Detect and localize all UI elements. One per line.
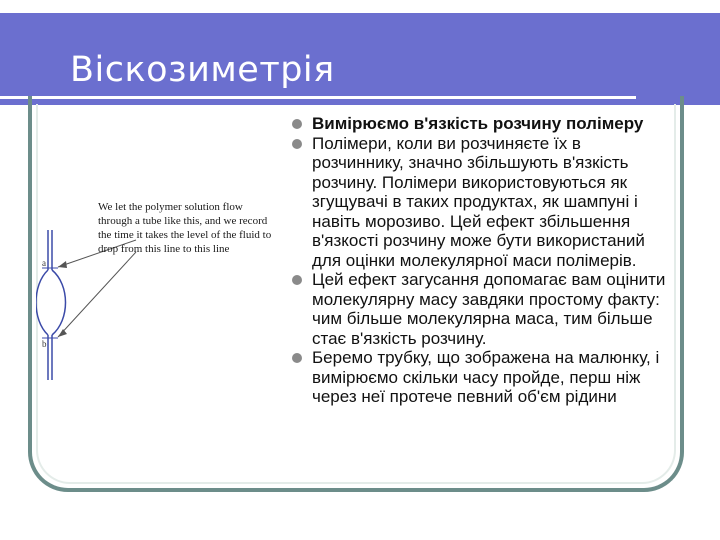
bullet-item [286, 134, 666, 271]
bullet-dot-icon [292, 119, 302, 129]
bullet-text: Цей ефект загусання допомагає вам оцінити молекулярну масу завдяки простому факту: чим більше молекулярна маса, тим більше стає в'язкість розчину. [312, 270, 666, 348]
bullet-item [286, 114, 666, 134]
bulb-left [36, 270, 48, 335]
bullet-text: Полімери, коли ви розчиняєте їх в розчиннику, значно збільшують в'язкість розчину. Полімери використовуються як згущувачі в таких продуктах, як шампуні і навіть морозиво. Цей ефект збільшення в'язкості розчину може бути використаний для оцінки молекулярної маси полімерів. [312, 133, 645, 270]
bulb-right [52, 270, 66, 335]
slide-title: Віскозиметрія [70, 50, 335, 90]
bullet-dot-icon [292, 139, 302, 149]
label-a: a [42, 258, 46, 268]
figure-caption: We let the polymer solution flow through a tube like this, and we record the time it takes the level of the fluid to drop from this line to this line [98, 201, 272, 255]
bullet-text: Вимірюємо в'язкість розчину полімеру [312, 114, 644, 133]
bullet-text: Беремо трубку, що зображена на малюнку, і вимірюємо скільки часу пройде, перш ніж через неї протече певний об'єм рідини [312, 348, 660, 406]
arrow-b [58, 252, 136, 337]
label-b: b [42, 339, 47, 349]
bullet-item [286, 270, 666, 348]
arrow-a-head [58, 261, 67, 268]
bullet-item [286, 348, 666, 407]
bullet-dot-icon [292, 353, 302, 363]
bullet-list [286, 114, 666, 407]
bullet-dot-icon [292, 275, 302, 285]
arrow-b-head [58, 329, 67, 337]
